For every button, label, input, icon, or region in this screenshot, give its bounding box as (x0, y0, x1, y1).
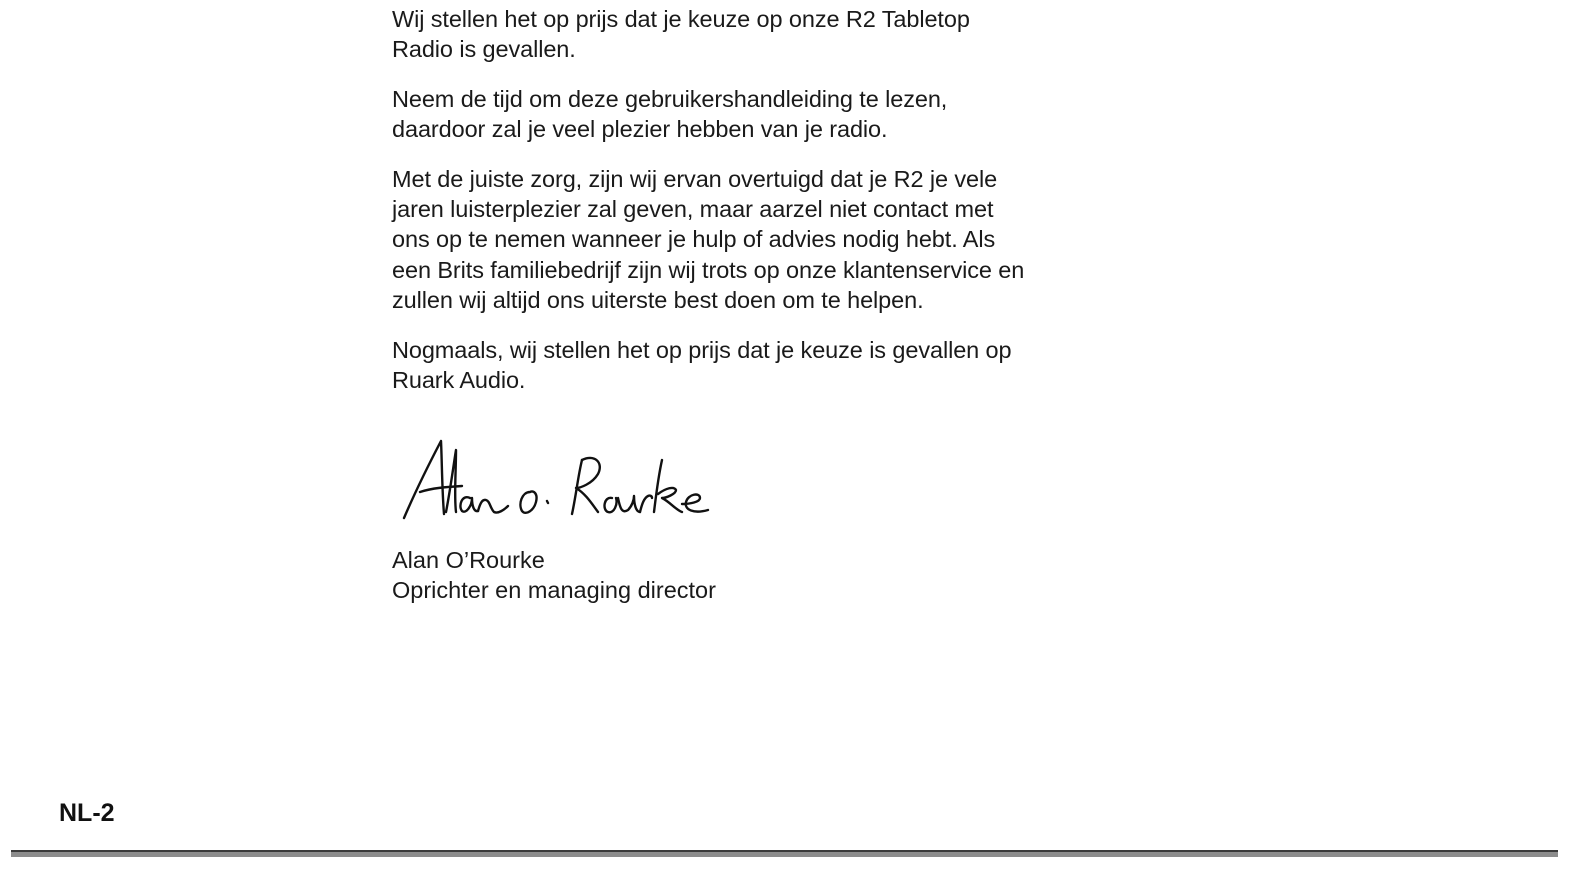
signoff-block (392, 545, 716, 606)
paragraph-thanks: Wij stellen het op prijs dat je keuze op onze R2 Tabletop Radio is gevallen. (392, 6, 970, 63)
signer-name: Alan O’Rourke (392, 547, 545, 573)
paragraph-read-manual: Neem de tijd om deze gebruikershandleiding te lezen, daardoor zal je veel plezier hebben van je radio. (392, 85, 948, 143)
footer-divider (11, 850, 1558, 857)
letter-body (392, 4, 1092, 414)
page-number: NL-2 (59, 799, 115, 827)
paragraph-closing: Nogmaals, wij stellen het op prijs dat je keuze is gevallen op Ruark Audio. (392, 336, 1012, 394)
signer-title: Oprichter en managing director (392, 577, 716, 604)
paragraph-care-support: Met de juiste zorg, zijn wij ervan overtuigd dat je R2 je vele jaren luisterplezier zal geven, maar aarzel niet contact met ons op te nemen wanneer je hulp of advies nodig hebt. Als een Brits familiebedrijf zijn wij trots op onze klantenservice en zullen wij altijd ons uiterste best doen om te helpen. (392, 165, 1025, 314)
handwritten-signature (400, 432, 712, 528)
